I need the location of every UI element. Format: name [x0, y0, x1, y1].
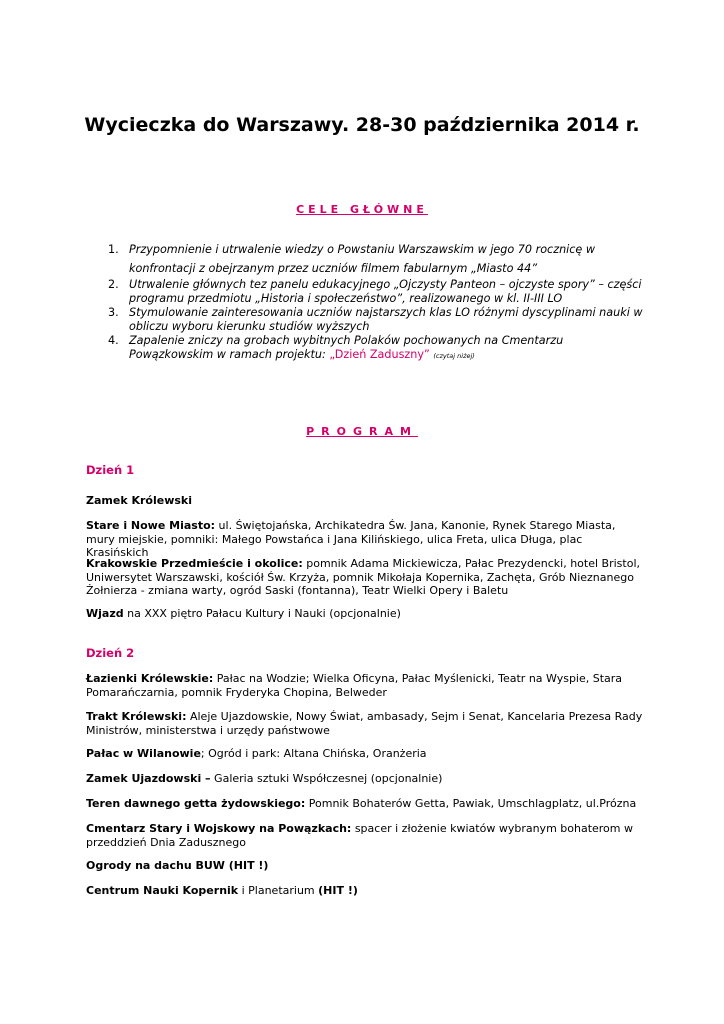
read-below-note: (czytaj niżej) — [433, 352, 475, 360]
item-text: spacer i złożenie kwiatów wybranym bohaterom w przeddzień Dnia Zadusznego — [86, 822, 633, 849]
dzien-zaduszny-link[interactable]: „Dzień Zaduszny” — [329, 348, 430, 361]
program-item — [86, 607, 646, 621]
list-text: Utrwalenie głównych tez panelu edukacyjnego „Ojczysty Panteon – ojczyste spory” – części programu przedmiotu „Historia i społeczeństwo”, realizowanego w kl. II-III LO — [129, 278, 642, 305]
item-title: Pałac w Wilanowie — [86, 747, 201, 760]
list-item — [108, 306, 648, 334]
item-title: Zamek Królewski — [86, 494, 192, 507]
item-text: Pałac na Wodzie; Wielka Oficyna, Pałac Myślenicki, Teatr na Wyspie, Stara Pomarańczarnia, pomnik Fryderyka Chopina, Belweder — [86, 672, 623, 699]
list-text: Zapalenie zniczy na grobach wybitnych Polaków pochowanych na Cmentarzu Powązkowskim w ramach projektu: — [129, 334, 564, 361]
item-title: Centrum Nauki Kopernik — [86, 884, 239, 897]
list-item — [108, 334, 648, 363]
list-number: 1. — [108, 243, 119, 256]
section-heading-cele: CELE GŁÓWNE — [296, 203, 428, 216]
item-title: Wjazd — [86, 607, 124, 620]
program-item — [86, 672, 646, 699]
item-title: Zamek Ujazdowski – — [86, 772, 211, 785]
goals-list — [108, 240, 648, 363]
item-text: ul. Świętojańska, Archikatedra Św. Jana, Kanonie, Rynek Starego Miasta, mury miejskie, pomniki: Małego Powstańca i Jana Kilińskiego, ulica Freta, ulica Długa, plac Krasińskich — [86, 519, 616, 559]
program-item — [86, 859, 646, 873]
day-1-label: Dzień 1 — [86, 463, 135, 477]
list-item — [108, 240, 648, 278]
page-title: Wycieczka do Warszawy. 28-30 października 2014 r. — [84, 114, 640, 136]
program-item — [86, 772, 646, 786]
program-item — [86, 822, 646, 849]
program-item — [86, 710, 646, 737]
item-text: i Planetarium — [238, 884, 319, 897]
program-item — [86, 519, 646, 560]
program-item — [86, 557, 646, 598]
item-hit: (HIT !) — [318, 884, 358, 897]
item-text: pomnik Adama Mickiewicza, Pałac Prezydencki, hotel Bristol, Uniwersytet Warszawski, kościół Św. Krzyża, pomnik Mikołaja Kopernika, Zachęta, Grób Nieznanego Żołnierza - zmiana warty, ogród Saski (fontanna), Teatr Wielki Opery i Baletu — [86, 557, 640, 597]
item-title: Ogrody na dachu BUW (HIT !) — [86, 859, 269, 872]
list-number: 4. — [108, 334, 119, 347]
item-title: Trakt Królewski: — [86, 710, 187, 723]
list-item — [108, 278, 648, 306]
program-item — [86, 747, 646, 761]
list-text: Przypomnienie i utrwalenie wiedzy o Powstaniu Warszawskim w jego 70 rocznicę w konfrontacji z obejrzanym przez uczniów filmem fabularnym „Miasto 44” — [129, 243, 596, 275]
day-2-label: Dzień 2 — [86, 646, 135, 660]
item-text: na XXX piętro Pałacu Kultury i Nauki (opcjonalnie) — [123, 607, 401, 620]
list-text: Stymulowanie zainteresowania uczniów najstarszych klas LO różnymi dyscyplinami nauki w obliczu wyboru kierunku studiów wyższych — [129, 306, 643, 333]
list-number: 3. — [108, 306, 119, 319]
item-title: Krakowskie Przedmieście i okolice: — [86, 557, 303, 570]
item-title: Łazienki Królewskie: — [86, 672, 214, 685]
item-text: Galeria sztuki Współczesnej (opcjonalnie) — [210, 772, 443, 785]
program-item — [86, 884, 646, 898]
item-title: Teren dawnego getta żydowskiego: — [86, 797, 306, 810]
program-item — [86, 797, 646, 811]
item-text: Pomnik Bohaterów Getta, Pawiak, Umschlagplatz, ul.Prózna — [305, 797, 637, 810]
item-title: Cmentarz Stary i Wojskowy na Powązkach: — [86, 822, 352, 835]
item-text: ; Ogród i park: Altana Chińska, Oranżeria — [200, 747, 427, 760]
list-number: 2. — [108, 278, 119, 291]
section-heading-program: PROGRAM — [306, 425, 418, 438]
item-title: Stare i Nowe Miasto: — [86, 519, 216, 532]
item-text: Aleje Ujazdowskie, Nowy Świat, ambasady, Sejm i Senat, Kancelaria Prezesa Rady Ministrów, ministerstwa i urzędy państwowe — [86, 710, 643, 737]
program-item — [86, 494, 646, 508]
